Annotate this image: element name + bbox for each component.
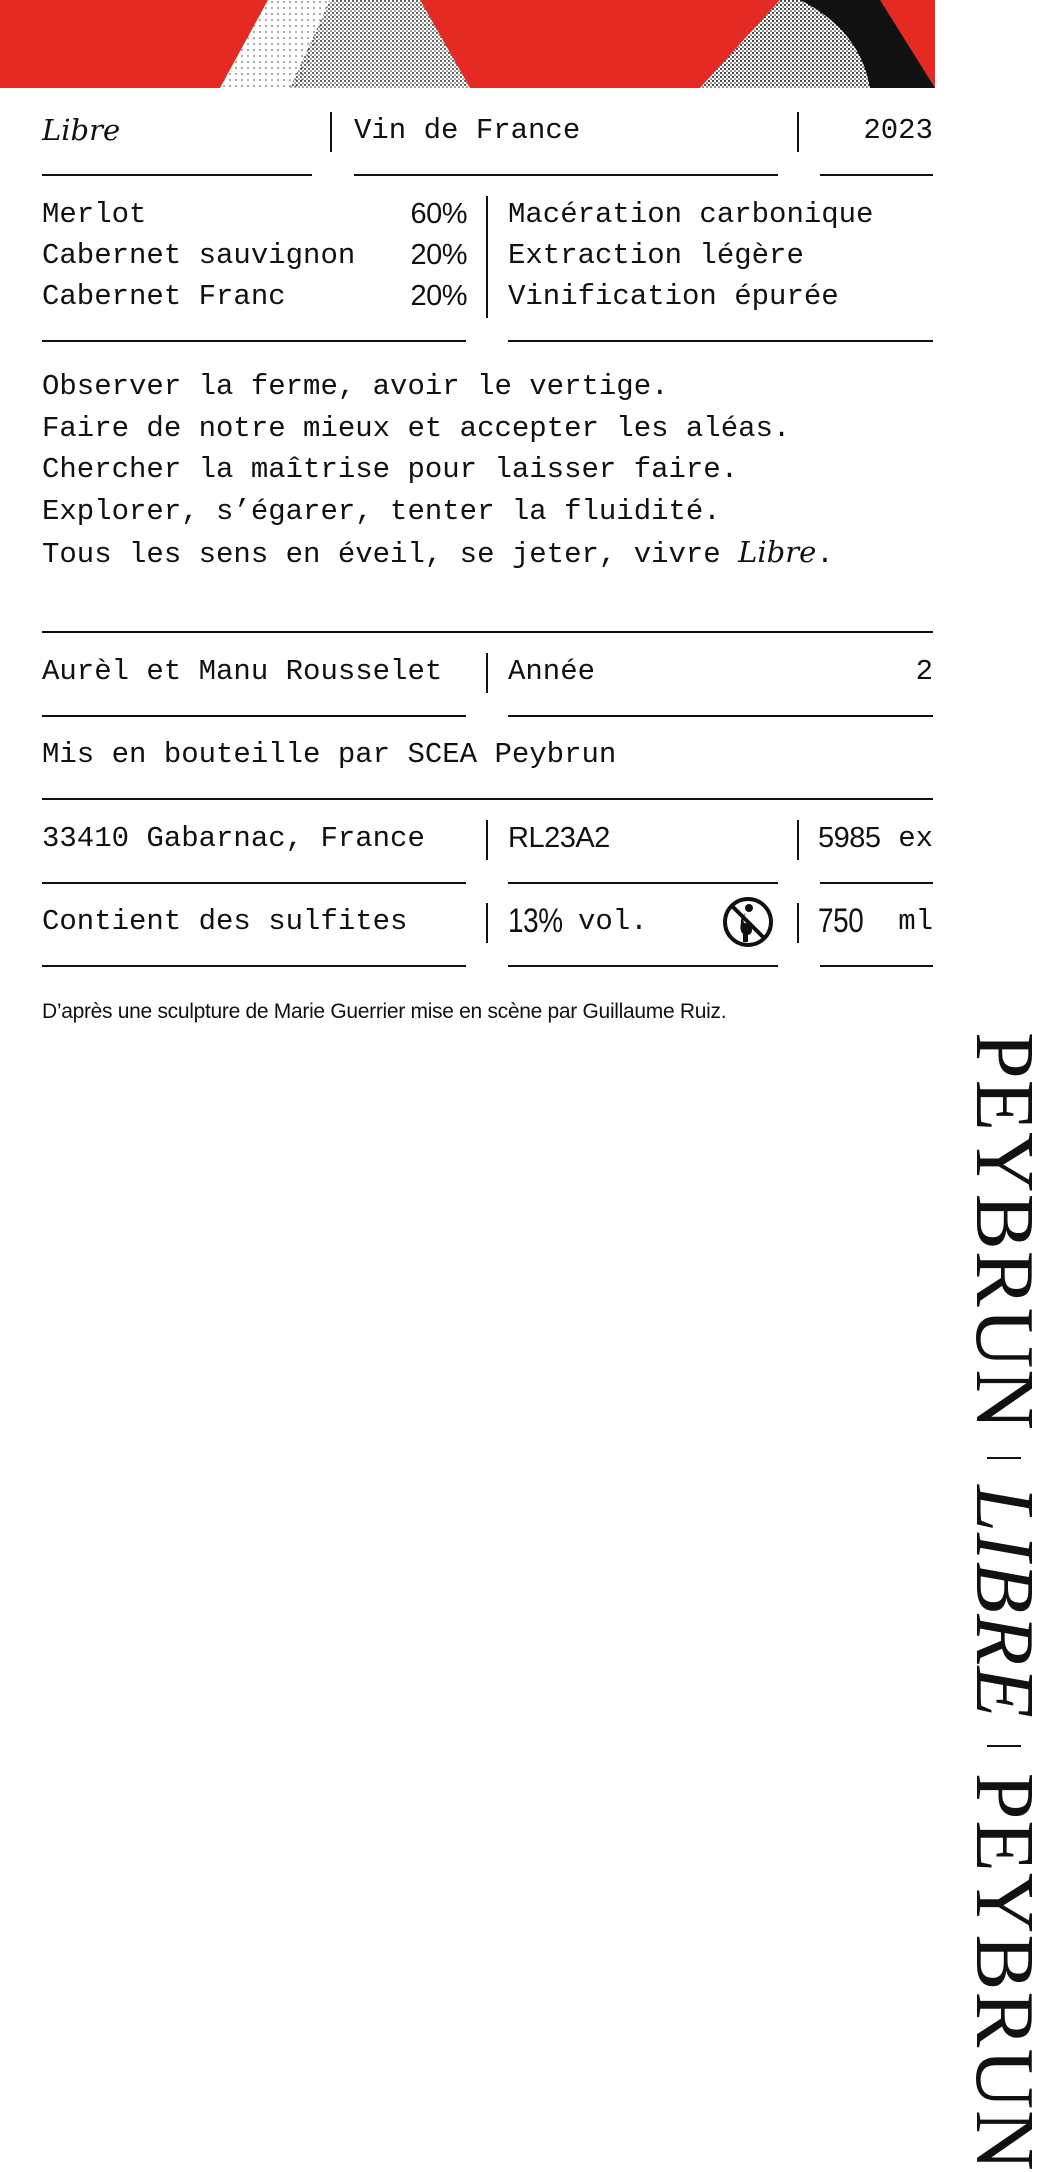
- rule: [42, 882, 466, 884]
- side-title-part1: PEYBRUN: [958, 1032, 1051, 1432]
- appellation: Vin de France: [354, 114, 581, 147]
- poem-line: Chercher la maîtrise pour laisser faire.: [42, 453, 739, 487]
- bottler: Mis en bouteille par SCEA Peybrun: [42, 738, 617, 771]
- address: 33410 Gabarnac, France: [42, 822, 425, 855]
- rule: [508, 340, 933, 342]
- sulfites-notice: Contient des sulfites: [42, 905, 408, 938]
- grape-name: Cabernet Franc: [42, 280, 286, 313]
- producers: Aurèl et Manu Rousselet: [42, 655, 443, 688]
- poem-line-italic: Libre: [738, 535, 817, 570]
- method-item: Vinification épurée: [508, 280, 839, 313]
- divider: [486, 196, 488, 318]
- side-title-part3: PEYBRUN: [958, 1772, 1051, 2172]
- poem: [42, 366, 834, 576]
- rule: [508, 965, 778, 967]
- bottle-count-unit: ex: [898, 822, 933, 855]
- grape-pct: 20%: [410, 239, 467, 271]
- poem-line: Faire de notre mieux et accepter les aléas.: [42, 411, 791, 445]
- poem-line: Observer la ferme, avoir le vertige.: [42, 370, 669, 403]
- rule: [42, 715, 466, 717]
- bottle-count: 5985: [818, 822, 881, 854]
- grape-pct: 60%: [410, 198, 467, 230]
- rule: [42, 798, 933, 800]
- side-divider: [987, 1745, 1021, 1747]
- grape-name: Cabernet sauvignon: [42, 239, 356, 272]
- rule: [354, 174, 778, 176]
- annee-label: Année: [508, 655, 596, 688]
- credit-line: D’après une sculpture de Marie Guerrier mise en scène par Guillaume Ruiz.: [42, 1000, 727, 1023]
- abv-number: 13%: [508, 902, 563, 940]
- poem-line-end: .: [816, 538, 834, 572]
- cuvee-name: Libre: [42, 113, 121, 147]
- annee-value: 2: [915, 655, 933, 688]
- divider: [797, 903, 799, 943]
- rule: [42, 174, 312, 176]
- volume-unit: ml: [898, 905, 933, 938]
- side-divider: [987, 1457, 1021, 1459]
- rule: [42, 631, 933, 633]
- volume-number: 750: [818, 902, 864, 940]
- side-title-part2: LIBRE: [958, 1485, 1051, 1719]
- divider: [486, 820, 488, 860]
- rule: [820, 174, 933, 176]
- method-item: Extraction légère: [508, 239, 804, 272]
- grape-name: Merlot: [42, 198, 147, 231]
- rule: [820, 882, 933, 884]
- rule: [508, 715, 933, 717]
- method-item: Macération carbonique: [508, 198, 874, 231]
- rule: [42, 965, 466, 967]
- side-title: [958, 1032, 1051, 2172]
- divider: [797, 112, 799, 152]
- abv-unit: vol.: [578, 905, 648, 938]
- poem-line: Tous les sens en éveil, se jeter, vivre: [42, 538, 739, 572]
- poem-line: Explorer, s’égarer, tenter la fluidité.: [42, 494, 721, 528]
- grape-pct: 20%: [410, 280, 467, 312]
- no-pregnant-woman-icon: [722, 896, 774, 948]
- rule: [508, 882, 778, 884]
- divider: [797, 820, 799, 860]
- divider: [330, 112, 332, 152]
- header-artwork: [0, 0, 935, 88]
- divider: [486, 903, 488, 943]
- vintage: 2023: [863, 114, 933, 147]
- divider: [486, 653, 488, 693]
- lot-number: RL23A2: [508, 822, 610, 854]
- rule: [42, 340, 466, 342]
- rule: [820, 965, 933, 967]
